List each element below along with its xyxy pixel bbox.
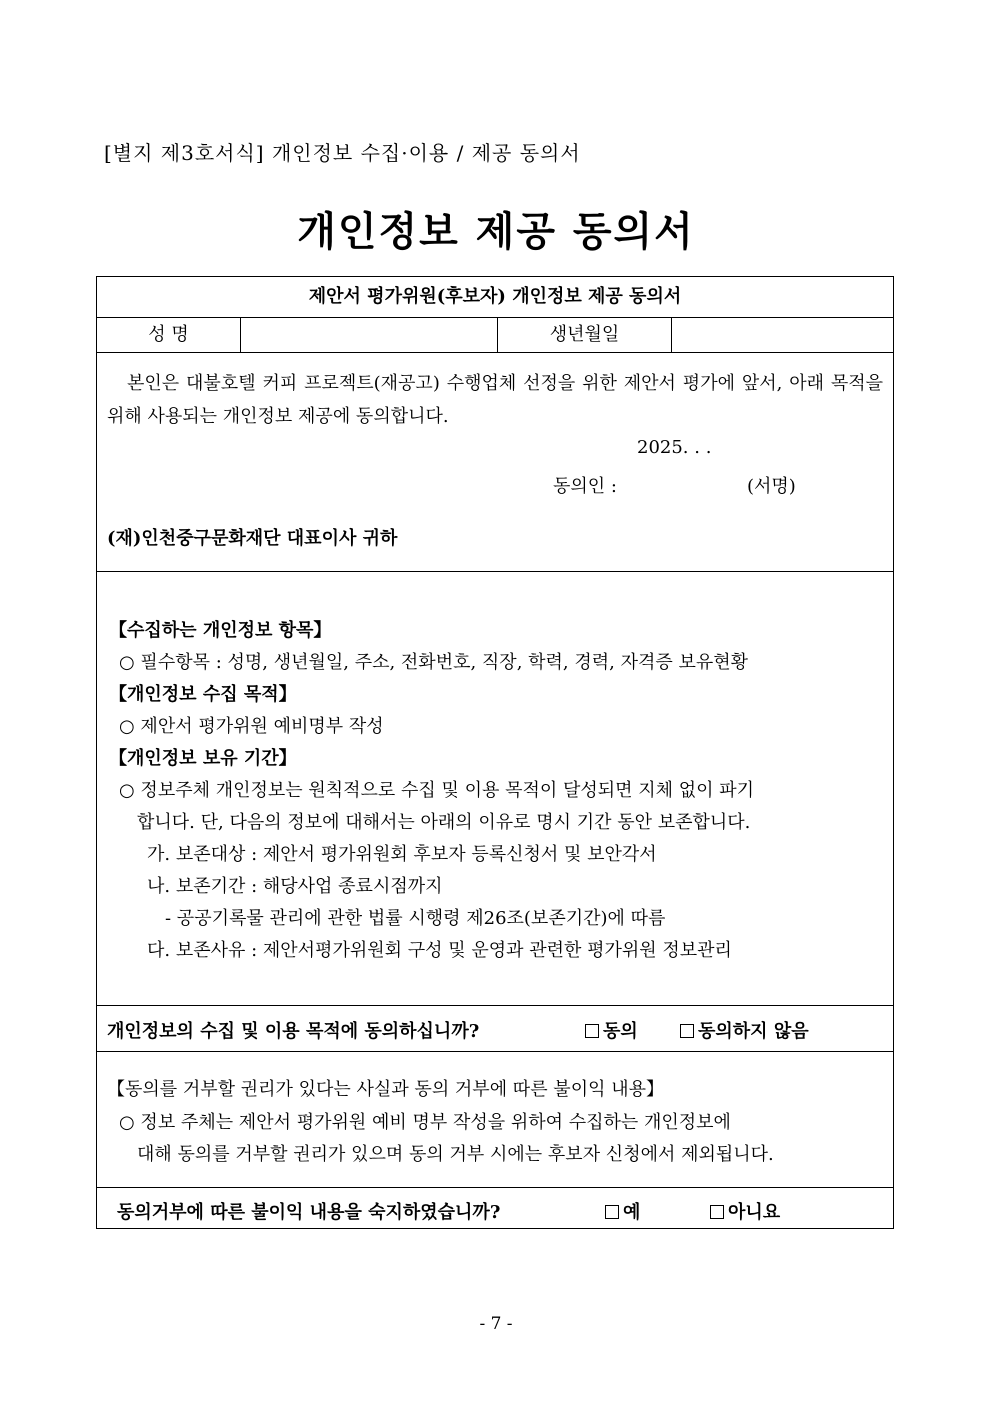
- retention-reason: 다. 보존사유 : 제안서평가위원회 구성 및 운영과 관련한 평가위원 정보관리: [147, 940, 732, 961]
- refusal-text-2: 대해 동의를 거부할 권리가 있으며 동의 거부 시에는 후보자 신청에서 제외됩니다.: [137, 1144, 774, 1165]
- consent-question: 개인정보의 수집 및 이용 목적에 동의하십니까?: [107, 1021, 480, 1042]
- yes-checkbox[interactable]: [605, 1205, 619, 1219]
- no-checkbox[interactable]: [710, 1205, 724, 1219]
- disagree-label: 동의하지 않음: [698, 1021, 809, 1042]
- retention-target: 가. 보존대상 : 제안서 평가위원회 후보자 등록신청서 및 보안각서: [147, 844, 657, 865]
- page-number: - 7 -: [479, 1314, 513, 1334]
- divider: [97, 571, 893, 572]
- collect-items-title: 【수집하는 개인정보 항목】: [109, 620, 332, 641]
- retention-period: 나. 보존기간 : 해당사업 종료시점까지: [147, 876, 443, 897]
- retention-text-1: ○ 정보주체 개인정보는 원칙적으로 수집 및 이용 목적이 달성되면 지체 없이 파기: [119, 780, 755, 801]
- birth-field[interactable]: [672, 317, 894, 352]
- divider: [97, 1051, 893, 1052]
- retention-period-note: - 공공기록물 관리에 관한 법률 시행령 제26조(보존기간)에 따름: [165, 908, 666, 929]
- divider: [97, 352, 893, 353]
- no-label: 아니요: [728, 1202, 781, 1223]
- yes-option[interactable]: [605, 1198, 640, 1224]
- agree-option[interactable]: [585, 1017, 638, 1043]
- table-header: 제안서 평가위원(후보자) 개인정보 제공 동의서: [308, 286, 682, 307]
- disagree-checkbox[interactable]: [680, 1024, 694, 1038]
- acknowledge-question: 동의거부에 따른 불이익 내용을 숙지하였습니까?: [117, 1202, 501, 1223]
- name-label: 성 명: [148, 324, 189, 345]
- collect-items-text: ○ 필수항목 : 성명, 생년월일, 주소, 전화번호, 직장, 학력, 경력, 자격증 보유현황: [119, 652, 749, 673]
- signer-label: 동의인 :: [553, 476, 617, 497]
- consent-form-table: [96, 276, 894, 1229]
- agree-checkbox[interactable]: [585, 1024, 599, 1038]
- purpose-title: 【개인정보 수집 목적】: [109, 684, 297, 705]
- no-option[interactable]: [710, 1198, 780, 1224]
- name-field[interactable]: [241, 317, 497, 352]
- disagree-option[interactable]: [680, 1017, 809, 1043]
- form-number-label: [별지 제3호서식] 개인정보 수집·이용 / 제공 동의서: [104, 141, 581, 165]
- consent-statement: 본인은 대불호텔 커피 프로젝트(재공고) 수행업체 선정을 위한 제안서 평가에 앞서, 아래 목적을 위해 사용되는 개인정보 제공에 동의합니다.: [107, 373, 883, 427]
- divider: [97, 1005, 893, 1006]
- birth-label: 생년월일: [549, 324, 620, 345]
- refusal-title: 【동의를 거부할 권리가 있다는 사실과 동의 거부에 따른 불이익 내용】: [107, 1079, 664, 1100]
- yes-label: 예: [623, 1202, 641, 1223]
- agree-label: 동의: [603, 1021, 638, 1042]
- retention-text-2: 합니다. 단, 다음의 정보에 대해서는 아래의 이유로 명시 기간 동안 보존합니다.: [137, 812, 751, 833]
- divider: [97, 1187, 893, 1188]
- refusal-text-1: ○ 정보 주체는 제안서 평가위원 예비 명부 작성을 위하여 수집하는 개인정보에: [119, 1112, 731, 1133]
- purpose-text: ○ 제안서 평가위원 예비명부 작성: [119, 716, 384, 737]
- consent-date: 2025. . .: [637, 437, 712, 458]
- page-title: 개인정보 제공 동의서: [297, 209, 695, 255]
- addressee: (재)인천중구문화재단 대표이사 귀하: [107, 528, 398, 549]
- retention-title: 【개인정보 보유 기간】: [109, 748, 297, 769]
- signature-mark[interactable]: (서명): [747, 476, 796, 497]
